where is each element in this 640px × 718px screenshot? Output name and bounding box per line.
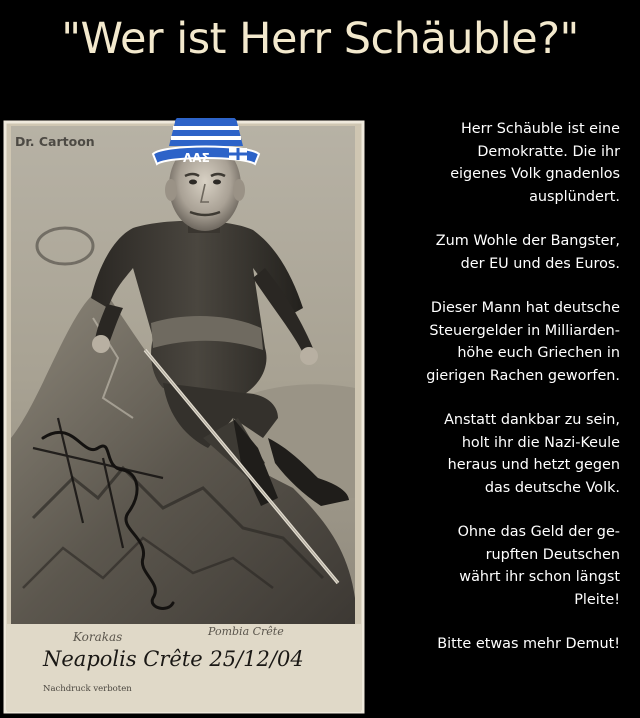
paragraph-2: Zum Wohle der Bangster, der EU und des Euros.: [435, 233, 620, 272]
watermark-label: Dr. Cartoon: [15, 134, 95, 149]
paragraph-3: Dieser Mann hat deutsche Steuergelder in Milliarden- höhe euch Griechen in gierigen Rachen geworfen.: [426, 300, 620, 384]
page-title: "Wer ist Herr Schäuble?": [61, 14, 579, 64]
postcard-image: [3, 118, 369, 718]
paragraph-6: Bitte etwas mehr Demut!: [437, 636, 620, 652]
paragraph-1: Herr Schäuble ist eine Demokratte. Die ihr eigenes Volk gnadenlos ausplündert.: [450, 121, 620, 205]
card-footer: Nachdruck verboten: [43, 684, 132, 694]
text-column: [360, 118, 620, 678]
caption-left: Korakas: [73, 630, 123, 644]
handwritten-note: Neapolis Crête 25/12/04: [43, 647, 304, 671]
paragraph-4: Anstatt dankbar zu sein, holt ihr die Nazi-Keule heraus und hetzt gegen das deutsche Volk.: [444, 412, 620, 496]
hat-lettering: ΛΑΣ: [183, 151, 210, 165]
paragraph-5: Ohne das Geld der ge- rupften Deutschen währt ihr schon längst Pleite!: [457, 524, 620, 608]
caption-right: Pombia Crête: [208, 625, 284, 638]
